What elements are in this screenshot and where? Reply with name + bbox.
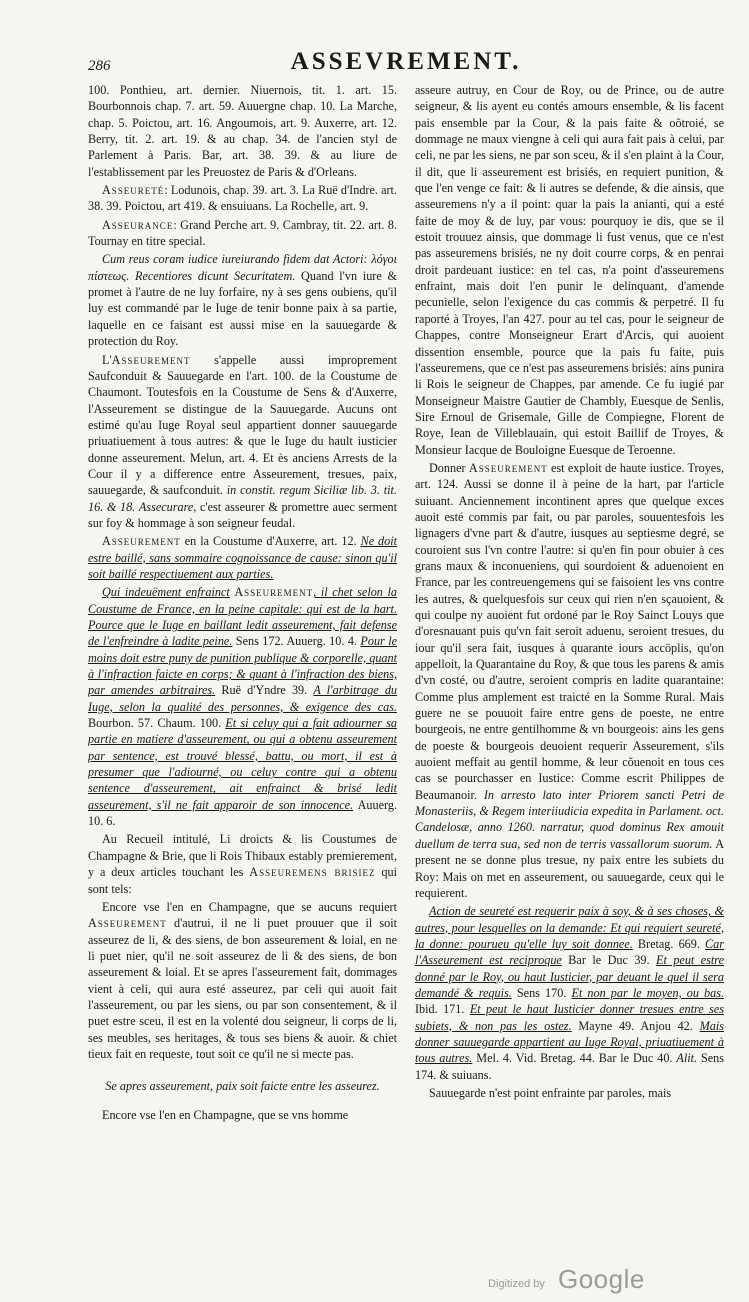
paragraph-sauuegarde: Sauuegarde n'est point enfrainte par paroles, mais (429, 1085, 672, 1100)
paragraph-asseurance: Asseurance: Grand Perche art. 9. Cambray, tit. 22. art. 8. Tournay en titre special. (88, 217, 397, 249)
paragraph-saufconduit: L'Asseurement s'appelle aussi improprement Saufconduit & Sauuegarde en l'art. 100. de la Coustume de Chaumont. Toutesfois en la Coustume de Sens & d'Auxerre, l'Asseurement se distingue de la Sauuegarde. Aucuns ont estimé qu'au Iuge Royal seul appartient donner sauuegarde priuatiuement à tous autres: & que le Iuge du hault iusticier donne asseurement. Melun, art. 4. Et ès anciens Arrests de la Cour il y a difference entre Asseurement, tresues, paix, sauuegarde, & saufconduit. in constit. regum Siciliæ lib. 3. tit. 16. & 18. Assecurare, c'est asseurer & promettre auec serment sur foy & hommage à son seigneur feudal. (88, 352, 397, 530)
page-header (88, 46, 724, 86)
paragraph-asseurete: Asseureté: Lodunois, chap. 39. art. 3. La Ruë d'Indre. art. 38. 39. Poictou, art 419. & ensuiuans. La Rochelle, art. 9. (88, 183, 397, 214)
paragraph-haute-iustice: Donner Asseurement est exploit de haute iustice. Troyes, art. 124. Aussi se donne il à peine de la hart, par l'article suiuant. Anciennement incontinent apres que quelque exces auoit esté commis par fait, ou par paroles, souuentesfois les lignagers d'vne part & d'autre, iusques au septiesme degré, se couroient sus l'vn contre l'autre: si qu'en fin pour obuier à ces grans maux & inconueniens, qui sourdoient & aduenoient en France, par les contreuengemens qui se faisoient les vns contre les autres, & quelquesfois sur ceux qui rien n'en sçauoient, & qui coulpe ny auoient fut ordoné par le Roy Sainct Louys que d'oresnauant puis qu'vn fait seroit aduenu, seroient tresues, du iour qu'il sera fait, iusques à quarante iours accöplis, qu'on appelloit, la Quarantaine du Roy, & que tous les parens & amis d'vn costé, ou d'autre, seroient compris en ladite quarantaine: Comme plus amplement est traicté en la Somme Rural. Mais guere ne se pouuoit faire entre gens de poeste, ne entre bourgeois, ne entre gentilhomme & vn bourgeois: ains les gens de poeste & bourgeois deuoient requerir Asseurement, s'ils auoient meffait au gentil homme, & leur cõuenoit en tous ces cas se pourchasser en Iustice: Comme escrit Philippes de Beaumanoir. In arresto lato inter Priorem sancti Petri de Monasteriis, & Regem interiiudicia expedita in Parlament. oct. Candelosæ, anno 1260. narratur, quod dominus Rex amouit duellum de terra sua, sed non de terris vassallorum suorum. A present ne se donne plus tresue, ny paix entre les subiets du Roy: Mais on met en asseurement, ou sauuegarde, ceux qui le requierent. (415, 460, 724, 900)
google-logo: Google (558, 1264, 645, 1294)
paragraph-enfrainct: Qui indeuëment enfrainct Asseurement, il chet selon la Coustume de France, en la peine capitale: qui est de la hart. Pource que le Iuge en baillant ledit asseurement, fait defense de l'enfreindre à ladite peine. Sens 172. Auuerg. 10. 4. Pour le moins doit estre puny de punition publique & corporelle, quant à l'infraction faicte en corps; & quant à l'infraction des biens, par amendes arbitraires. Ruë d'Yndre 39. A l'arbitrage du Iuge, selon la qualité des personnes, & exigence des cas. Bourbon. 57. Chaum. 100. Et si celuy qui a fait adiourner sa partie en matiere d'asseurement, ou qui a obtenu asseurement par sentence, est trouvé blessé, battu, ou mort, il est à presumer que l'adiourné, ou celuy contre qui a obtenu sentence d'asseurement, ait enfrainct & brisé ledit asseurement, s'il ne fait apparoir de son innocence. Auuerg. 10. 6. (88, 585, 397, 829)
paragraph-action-de-seurete: Action de seureté est requerir paix à soy, & à ses choses, & autres, pour lesquelles on la demande: Et qui requiert seureté, la donne: pourueu qu'elle luy soit donnee. Bretag. 669. Car l'Asseurement est reciproque Bar le Duc 39. Et peut estre donné par le Roy, ou haut Iusticier, par deuant le quel il sera demandé & requis. Sens 170. Et non par le moyen, ou bas. Ibid. 171. Et peut le haut Iusticier donner tresues entre ses subiets, & non pas les ostez. Mayne 49. Anjou 42. Mais donner sauuegarde appartient au Iuge Royal, priuatiuement à tous autres. Mel. 4. Vid. Bretag. 44. Bar le Duc 40. Alit. Sens 174. & suiuans. (415, 904, 724, 1082)
paragraph-cour-de-roy: asseure autruy, en Cour de Roy, ou de Prince, ou de autre seigneur, & lis ayent eu contés amours ensemble, & lis facent pais ensemble par la Cour, & la pais faite & oôtroié, se dommage ne maux viengne à celi qui aura fait pais à celui, par celi, ne par les siens, ne par son sceu, & il s'en plaint à la Cour, il dit, que li asseurement est brisiés, en requiert punition, & que l'en venge ce fait: & li autres se defende, & die ainsis, que asseuremens n'y a il point: quar la pais la anianti, qui a esté faite de moy & de luy, par vous: pourquoy ie dis, que se il estoit trouuez ainsis, que dommage li fust venus, que ce n'est pas asseuremens brisiés, ne ny doit courre corps, & en penrai droit pardeuant iustice: en tel cas, n'a point d'asseuremens enfraint, mais doit l'en punir le delinquant, d'amende pecunielle, selon l'exigence du cas commis & perpetré. Il fu raporté à Troyes, l'an 427. pour au tel cas, pour le seigneur de Chappes, contre Monseigneur Erart d'Arcis, qui auoient dissention ensemble, pource que la pais fu faite, puis l'asseuremens, que ce n'est pas asseuremens brisiés: ains punira li Rois le seigneur de Chappes, par amende. Ce fu iugié par Monseigneur Maistre Gautier de Chambly, Euesque de Senlis, Sire Ernoul de Grisemale, Gille de Compiegne, Florent de Roye, Iean de Villeblauain, qui estoit Baillif de Troyes, & Monsieur Iacque de Bouloigne Euesque de Teroenne. (415, 83, 724, 457)
paragraph-definition: Cum reus coram iudice iureiurando fidem dat Actori: λόγοι πίστεως. Recentiores dicunt Securitatem. Quand l'vn iure & promet à l'autre de ne luy forfaire, ny à ses gens oubiens, qu'il luy est commandé par le Iuge de tenir bonne paix à sa partie, laquelle en ce faisant est aussi mise en la sauuegarde & protection du Roy. (88, 252, 397, 349)
paragraph-encore-vse: Encore vse l'en en Champagne, que se aucuns requiert Asseurement d'autrui, il ne li puet prouuer que il soit asseurez de li, & des siens, de bon asseurement & loial, en ne li puet nier, qu'il ne soit asseurez de li & des siens, de bon asseurement & loial. Et se apres l'asseurement fait, dommages vient à celi, qui aura esté asseurez, par celi qui auoit fait l'asseurement, ou par les siens, ou par son consentement, & il puet estre sceu, il est en la volenté dou seigneur, li corps de li, ses meubles, ses heritages, & tous ses biens & auoir. & chiet tieux fait en requeste, tout soit ce qu'il ne si mecte pas. (88, 899, 397, 1061)
left-column (88, 82, 397, 1262)
right-column (415, 82, 724, 1262)
paragraph-auxerre: Asseurement en la Coustume d'Auxerre, art. 12. Ne doit estre baillé, sans sommaire cognoissance de cause: sinon qu'il soit baillé respectiuement aux parties. (88, 534, 397, 581)
page-number: 286 (88, 58, 111, 74)
paragraph-continued: Encore vse l'en en Champagne, que se vns homme (102, 1107, 349, 1122)
digitized-by-label: Digitized by (488, 1278, 545, 1290)
google-watermark (488, 1266, 698, 1296)
paragraph-coustumes-list: 100. Ponthieu, art. dernier. Niuernois, tit. 1. art. 15. Bourbonnois chap. 7. art. 59. Auuergne chap. 10. La Marche, chap. 5. Poictou, art. 16. Angoumois, art. 9. Auxerre, art. 12. Berry, tit. 2. art. 19. & au chap. 34. de l'ancien styl de Parlement à Paris. Bar, art. 38. 39. & au liure de l'establissement par les Preuostez de Paris & d'Orleans. (88, 83, 397, 179)
paragraph-recueil-champagne: Au Recueil intitulé, Li droicts & lis Coustumes de Champagne & Brie, que li Rois Thibaux estably premierement, y a deux articles touchant les Asseuremens brisiez qui sont tels: (88, 832, 397, 896)
side-note: Se apres asseurement, paix soit faicte entre les asseurez. (105, 1079, 380, 1094)
running-title: ASSEVREMENT. (290, 48, 522, 75)
